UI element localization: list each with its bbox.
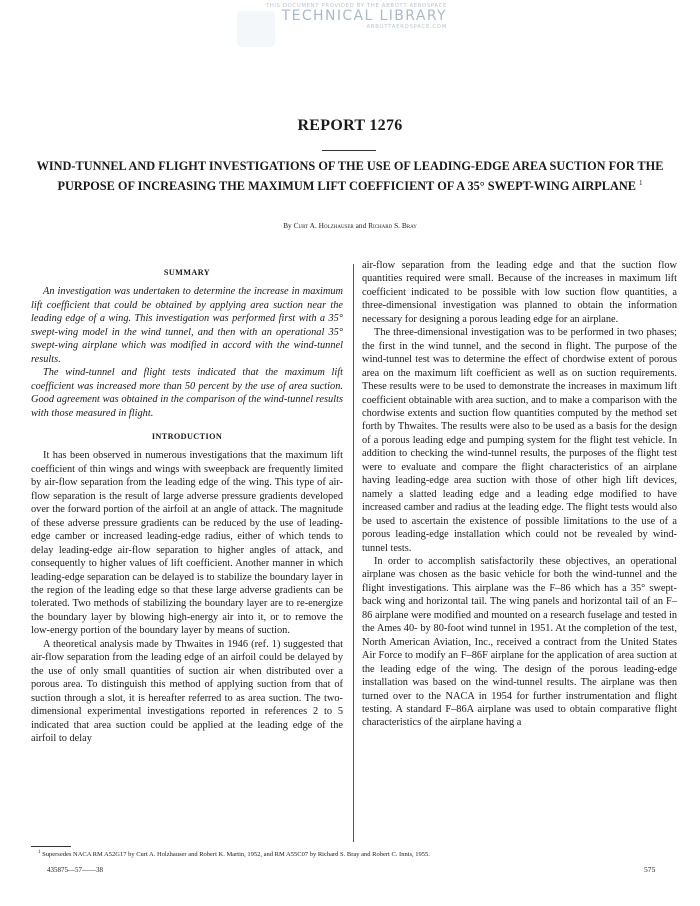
byline-prefix: By [283,221,292,230]
author-2: Richard S. Bray [368,221,417,230]
page-number: 575 [644,865,656,874]
introduction-paragraph: The three-dimensional investigation was to be performed in two phases; the first in the wind tunnel, and the second in flight. The purpose of the wind-tunnel test was to determine the effect of chordwise extent of porous area on the maximum lift coefficient as well as on suction requirements. These results were to be used to demonstrate the increases in maximum lift coefficient obtainable with area suction, and to make a comparison with the chordwise extents and suction flow quantities computed by the method set forth by Thwaites. The results were also to be used as a basis for the design of a porous leading edge and pumping system for the flight test vehicle. In addition to checking the wind-tunnel results, the purposes of the flight test were to evaluate and compare the flight characteristics of an airplane having leading-edge area suction with those of other high lift devices, namely a slatted leading edge and a leading edge modified to have increased camber and radius at the leading edge. The flight tests would also be used to ascertain the existence of possible limitations to the use of a porous leading-edge installation which could not be revealed by wind-tunnel tests. [362,327,677,554]
summary-paragraph: An investigation was undertaken to determine the increase in maximum lift coefficient that could be obtained by applying area suction near the leading edge of a wing. This investigation was performed first with a 35° swept-wing model in the wind tunnel, and then with an operational 35° swept-wing airplane which was modified in accord with the wind-tunnel results. [31,286,343,365]
title-divider [322,150,376,151]
watermark-provided-by: THIS DOCUMENT PROVIDED BY THE ABBOTT AEROSPACE [265,3,447,9]
author-1: Curt A. Holzhauser [293,221,354,230]
column-divider [353,264,354,842]
right-column [362,259,677,730]
footnote-marker: 1 [38,850,41,855]
footnote-divider [31,846,71,847]
abbott-aerospace-watermark [237,3,447,45]
watermark-technical-library: TECHNICAL LIBRARY [281,8,447,24]
summary-paragraph: The wind-tunnel and flight tests indicated that the maximum lift coefficient was increased more than 50 percent by the use of area suction. Good agreement was obtained in the comparison of the wind-tunnel results with those measured in flight. [31,367,343,419]
report-number: REPORT 1276 [297,117,403,134]
footnote-text: Supersedes NACA RM A52G17 by Curt A. Holzhauser and Robert K. Martin, 1952, and RM A55C07 by Richard S. Bray and Robert C. Innis, 1955. [42,851,430,859]
introduction-continuation: air-flow separation from the leading edge and that the suction flow quantities required were small. Because of the increases in maximum lift coefficient indicated to be possible with low suction flow quantities, a three-dimensional investigation was planned to obtain the information necessary for designing a porous leading edge for an airplane. [362,260,677,325]
introduction-heading: INTRODUCTION [151,431,223,441]
paper-title [30,158,670,195]
left-column [31,266,343,745]
title-footnote-marker: 1 [639,179,643,187]
summary-heading: SUMMARY [163,268,211,277]
introduction-paragraph: A theoretical analysis made by Thwaites in 1946 (ref. 1) suggested that air-flow separation from the leading edge of an airfoil could be delayed by the use of only small quantities of suction air when distributed over a porous area. To distinguish this method of applying suction from that of suction through a slot, it is hereafter referred to as area suction. The two-dimensional experimental investigations reported in references 2 to 5 indicated that area suction could be applied at the leading edge of the airfoil to delay [31,638,343,744]
footnote [38,850,678,858]
print-code: 435875—57——38 [47,866,103,874]
byline [0,221,700,230]
byline-and: and [355,221,367,230]
introduction-paragraph: It has been observed in numerous investigations that the maximum lift coefficient of thin wings and wings with sweepback are frequently limited by air-flow separation from the leading edge of the wing. This type of air-flow separation is the result of large adverse pressure gradients developed over the forward portion of the airfoil at an angle of attack. The magnitude of these adverse pressure gradients can be reduced by the use of leading-edge camber or increased leading-edge radius, either of which tends to delay leading-edge air-flow separation to higher angles of attack, and consequently to higher values of lift coefficient. Another manner in which leading-edge separation can be delayed is to stabilize the boundary layer in the region of the leading edge so that these large adverse gradients can be tolerated. Two methods of stabilizing the boundary layer are to re-energize the boundary layer by blowing high-energy air into it, or to remove the low-energy portion of the boundary layer by means of suction. [31,450,343,637]
paper-title-text: WIND-TUNNEL AND FLIGHT INVESTIGATIONS OF THE USE OF LEADING-EDGE AREA SUCTION FOR THE PURPOSE OF INCREASING THE MAXIMUM LIFT COEFFICIENT OF A 35° SWEPT-WING AIRPLANE [36,159,664,194]
introduction-paragraph: In order to accomplish satisfactorily these objectives, an operational airplane was chosen as the basic vehicle for both the wind-tunnel and the flight investigations. This airplane was the F–86 which has a 35° swept-back wing and horizontal tail. The wing panels and horizontal tail of an F–86 airplane were modified and mounted on a research fuselage and tested in the Ames 40- by 80-foot wind tunnel in 1951. At the completion of the test, North American Aviation, Inc., received a contract from the United States Air Force to modify an F–86F airplane for the application of area suction at the leading edge of the wing. The design of the porous leading-edge installation was based on the wind-tunnel results. The airplane was then turned over to the NACA in 1954 for further instrumentation and flight testing. A standard F–86A airplane was used to obtain comparative flight characteristics of the airplane having a [362,555,677,729]
watermark-url: ABBOTTAEROSPACE.COM [366,24,447,30]
